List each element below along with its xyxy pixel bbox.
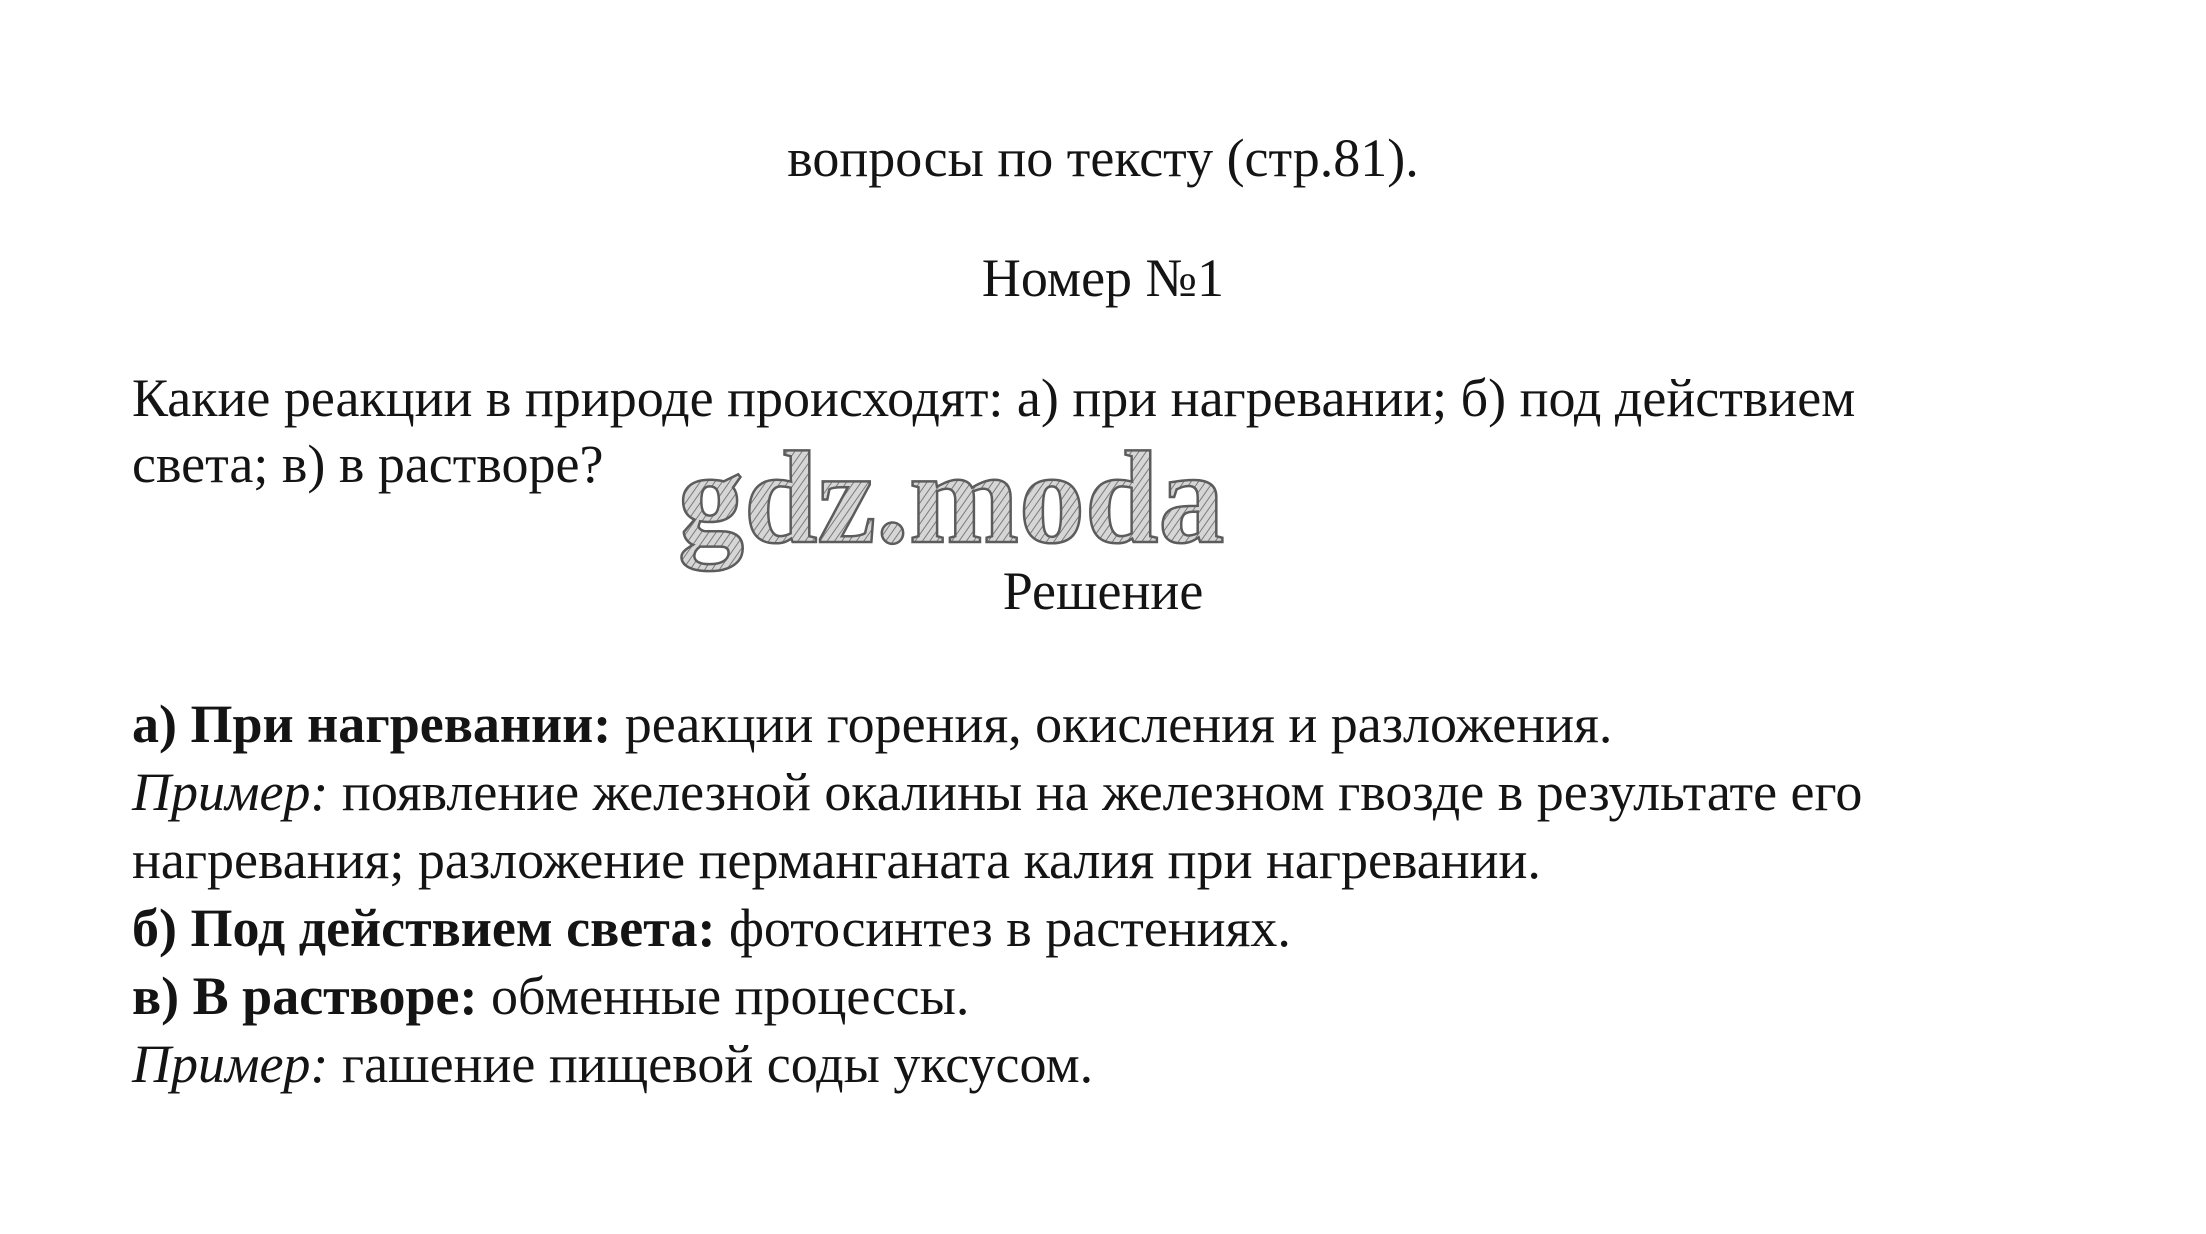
answer-a-example-line-2: нагревания; разложение перманганата калия при нагревании. [132,830,1541,890]
answer-c-label: в) В растворе: [132,966,478,1026]
answer-c [132,962,2112,1030]
solution-body [132,690,2112,1098]
answer-b-text: фотосинтез в растениях. [715,898,1291,958]
answer-b [132,894,2112,962]
answer-c-example-label: Пример: [132,1034,329,1094]
task-number: Номер №1 [981,248,1225,308]
solution-heading: Решение [1002,561,1204,621]
question-line-2: света; в) в растворе? [132,434,604,494]
answer-c-text: обменные процессы. [477,966,970,1026]
page-subtitle: вопросы по тексту (стр.81). [787,128,1419,188]
answer-a-example-label: Пример: [132,762,329,822]
answer-c-example-text: гашение пищевой соды уксусом. [328,1034,1094,1094]
answer-a-text: реакции горения, окисления и разложения. [611,694,1613,754]
answer-c-example [132,1030,2112,1098]
watermark-text: gdz.moda [678,430,1225,571]
answer-a-label: а) При нагревании: [132,694,612,754]
answer-a-example [132,758,2112,826]
answer-b-label: б) Под действием света: [132,898,716,958]
question-line-1: Какие реакции в природе происходят: а) при нагревании; б) под действием [132,368,1856,428]
answer-a-example-line-1: появление железной окалины на железном гвозде в результате его [328,762,1863,822]
answer-a [132,690,2112,758]
